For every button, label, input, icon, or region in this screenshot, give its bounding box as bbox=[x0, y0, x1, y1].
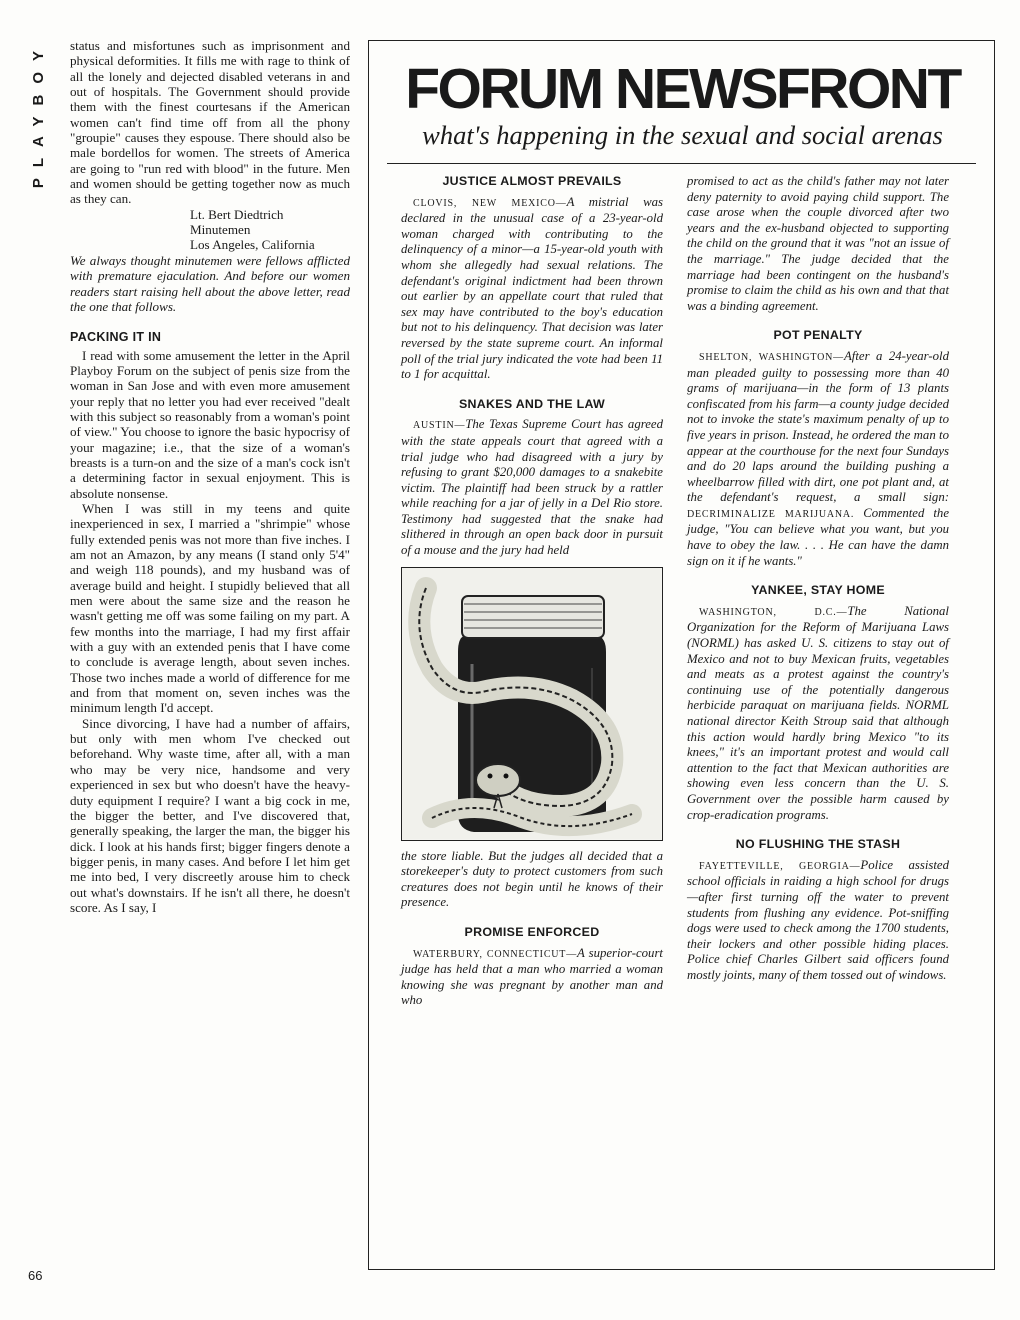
brand-vertical: PLAYBOY bbox=[30, 40, 47, 189]
news-headline: YANKEE, STAY HOME bbox=[751, 583, 885, 598]
page-number: 66 bbox=[28, 1268, 43, 1283]
forum-subtitle: what's happening in the sexual and social arenas bbox=[422, 120, 943, 150]
dateline: CLOVIS, NEW MEXICO— bbox=[413, 197, 567, 209]
dateline: WATERBURY, CONNECTICUT— bbox=[413, 948, 578, 960]
news-body: Commented the judge, "You can believe what you want, but you have to obey the law. . . . He can have the damn sign on it if he wants." bbox=[687, 505, 949, 568]
news-item bbox=[687, 349, 949, 569]
news-body-continued: promised to act as the child's father may not later deny paternity to avoid paying child support. The case arose when the couple divorced after two years and the ex-husband objected to supporting the child on the ground that it was "not an issue of the marriage." The judge decided that the marriage had been contingent on the husband's promise to claim the child as his own and that that was a binding agreement. bbox=[687, 174, 949, 313]
sign-text: DECRIMINALIZE MARIJUANA. bbox=[687, 508, 855, 520]
news-body: Police assisted school officials in raiding a high school for drugs—after first turning off the water to prevent students from flushing any evidence. Pot-sniffing dogs were used to check among the 1700 students, their lockers and other possible hiding places. Police chief Charles Gilbert said officers found mostly joints, many of them tossed out of windows. bbox=[687, 857, 949, 982]
editor-reply: We always thought minutemen were fellows afflicted with premature ejaculation. And before our women readers start raising hell about the above letter, read the one that follows. bbox=[70, 252, 350, 314]
letters-column bbox=[70, 38, 350, 915]
news-body: The National Organization for the Reform of Marijuana Laws (NORML) has asked U. S. citizens to stay out of Mexico and not to buy Mexican fruits, vegetables and meats as a protest against the country's continuing use of the potentially dangerous herbicide paraquat on marijuana fields. NORML national director Keith Stroup said that although this action would hardly bring Mexico "to its knees," it's an important protest and would call attention to the fact that Mexican authorities are showing even less concern than the U. S. Government over the possible harm caused by crop-eradication programs. bbox=[687, 603, 949, 822]
news-item bbox=[687, 858, 949, 984]
letter-intro: status and misfortunes such as imprisonment and physical deformities. It fills me with rage to think of all the lonely and dejected disabled veterans in and out of hospitals. The Government should provide them with the finest courtesans if the American women can't find time off from all the phony "groupie" causes they espouse. There should also be male bordellos for women. The streets of America are going to "run red with blood" in the future. Men and women should be getting together now as much as they can. bbox=[70, 38, 350, 207]
signature-city: Los Angeles, California bbox=[190, 237, 315, 253]
news-item bbox=[687, 604, 949, 823]
letter-paragraph: Since divorcing, I have had a number of affairs, but only with men whom I've checked out beforehand. Why waste time, after all, with a man who may be very nice, handsome and very experienced in sex but who doesn't have the heavy-duty equipment I require? I want a big cock in me, the bigger the better, and I've discovered that, generally speaking, the larger the man, the bigger his dick. I look at his hands first; bigger fingers denote a bigger penis, in many cases. And before I let him get me into bed, I very discreetly arouse him to check out what's downstairs. If he isn't all there, he doesn't score. As I say, I bbox=[70, 715, 350, 915]
news-body: A mistrial was declared in the unusual case of a 23-year-old woman charged with contributing to the delinquency of a minor—a 15-year-old youth with whom she allegedly had sexual relations. The defendant's original indictment had been thrown out earlier by an appellate court that ruled that sex may have contributed to the boy's education but not to his delinquency. That decision was later reversed by the state supreme court. An informal poll of the trial jury indicated the vote had been 11 to 1 for acquittal. bbox=[401, 194, 663, 382]
signature-name: Lt. Bert Diedtrich bbox=[190, 206, 284, 222]
news-body: After a 24-year-old man pleaded guilty to possessing more than 40 grams of marijuana—in the form of 13 plants confiscated from his farm—a county judge decided not to invoke the state's maximum penalty of up to five years in prison. Instead, he ordered the man to appear at the courthouse for the next four Sundays and do 20 laps around the building pushing a wheelbarrow filled with dirt, one pot plant and, at the defendant's request, a small sign: bbox=[687, 348, 949, 505]
dateline: WASHINGTON, D.C.— bbox=[699, 606, 848, 618]
snake-jar-illustration bbox=[401, 567, 663, 841]
forum-newsfront-box bbox=[368, 40, 995, 1270]
letter-paragraph: When I was still in my teens and quite inexperienced in sex, I married a "shrimpie" whose fully extended penis was not more than five inches. I am not an Amazon, by any means (I stand only 5'4" and weigh 118 pounds), and my husband was of average build and height. I stupidly believed that all men were about the same size and the reason he wasn't getting me off was some failing on my part. A few months into the marriage, I had my first affair with a guy with an extended penis that I have come to conclude is average length, about seven inches. Those two inches made a world of difference for me and from that moment on, seven inches was the minimum length I'd accept. bbox=[70, 500, 350, 716]
news-headline: PROMISE ENFORCED bbox=[464, 925, 600, 940]
signature-org: Minutemen bbox=[190, 222, 251, 238]
section-heading: PACKING IT IN bbox=[70, 330, 162, 345]
news-item bbox=[401, 195, 663, 383]
news-body: A superior-court judge has held that a man who married a woman knowing she was pregnant by another man and who bbox=[401, 945, 663, 1008]
dateline: AUSTIN— bbox=[413, 420, 466, 432]
news-headline: JUSTICE ALMOST PREVAILS bbox=[442, 174, 622, 188]
title-divider bbox=[387, 163, 976, 164]
letter-paragraph: I read with some amusement the letter in the April Playboy Forum on the subject of penis size from the woman in San Jose and with even more amusement your reply that no letter you had ever received "dealt with this subject so reasonably from a woman's point of view." You choose to ignore the basic hypocrisy of your magazine; i.e., that the size of a woman's breasts is a turn-on and the size of a man's cock isn't a determining factor in sexual enjoyment. This is absolute nonsense. bbox=[70, 347, 350, 501]
letter-signature bbox=[70, 207, 350, 253]
dateline: FAYETTEVILLE, GEORGIA— bbox=[699, 860, 861, 872]
news-body: The Texas Supreme Court has agreed with the state appeals court that agreed with a trial judge who had disagreed with a jury by refusing to grant $20,000 damages to a snakebite victim. The plaintiff had been struck by a rattler while reaching for a jar of jelly in a Del Rio store. Testimony had suggested that the snake had slithered in through an open back door in pursuit of a mouse and the jury had held bbox=[401, 417, 663, 558]
news-item bbox=[401, 417, 663, 558]
news-headline: SNAKES AND THE LAW bbox=[458, 396, 606, 411]
news-column-right bbox=[687, 174, 949, 984]
news-item bbox=[401, 946, 663, 1009]
dateline: SHELTON, WASHINGTON— bbox=[699, 351, 844, 363]
news-headline: NO FLUSHING THE STASH bbox=[735, 837, 901, 852]
forum-title: FORUM NEWSFRONT bbox=[405, 57, 960, 121]
news-body-continued: the store liable. But the judges all decided that a storekeeper's duty to protect customers from such creatures does not begin until he knows of their presence. bbox=[401, 848, 663, 910]
news-headline: POT PENALTY bbox=[773, 328, 863, 343]
news-column-left bbox=[401, 174, 663, 1009]
